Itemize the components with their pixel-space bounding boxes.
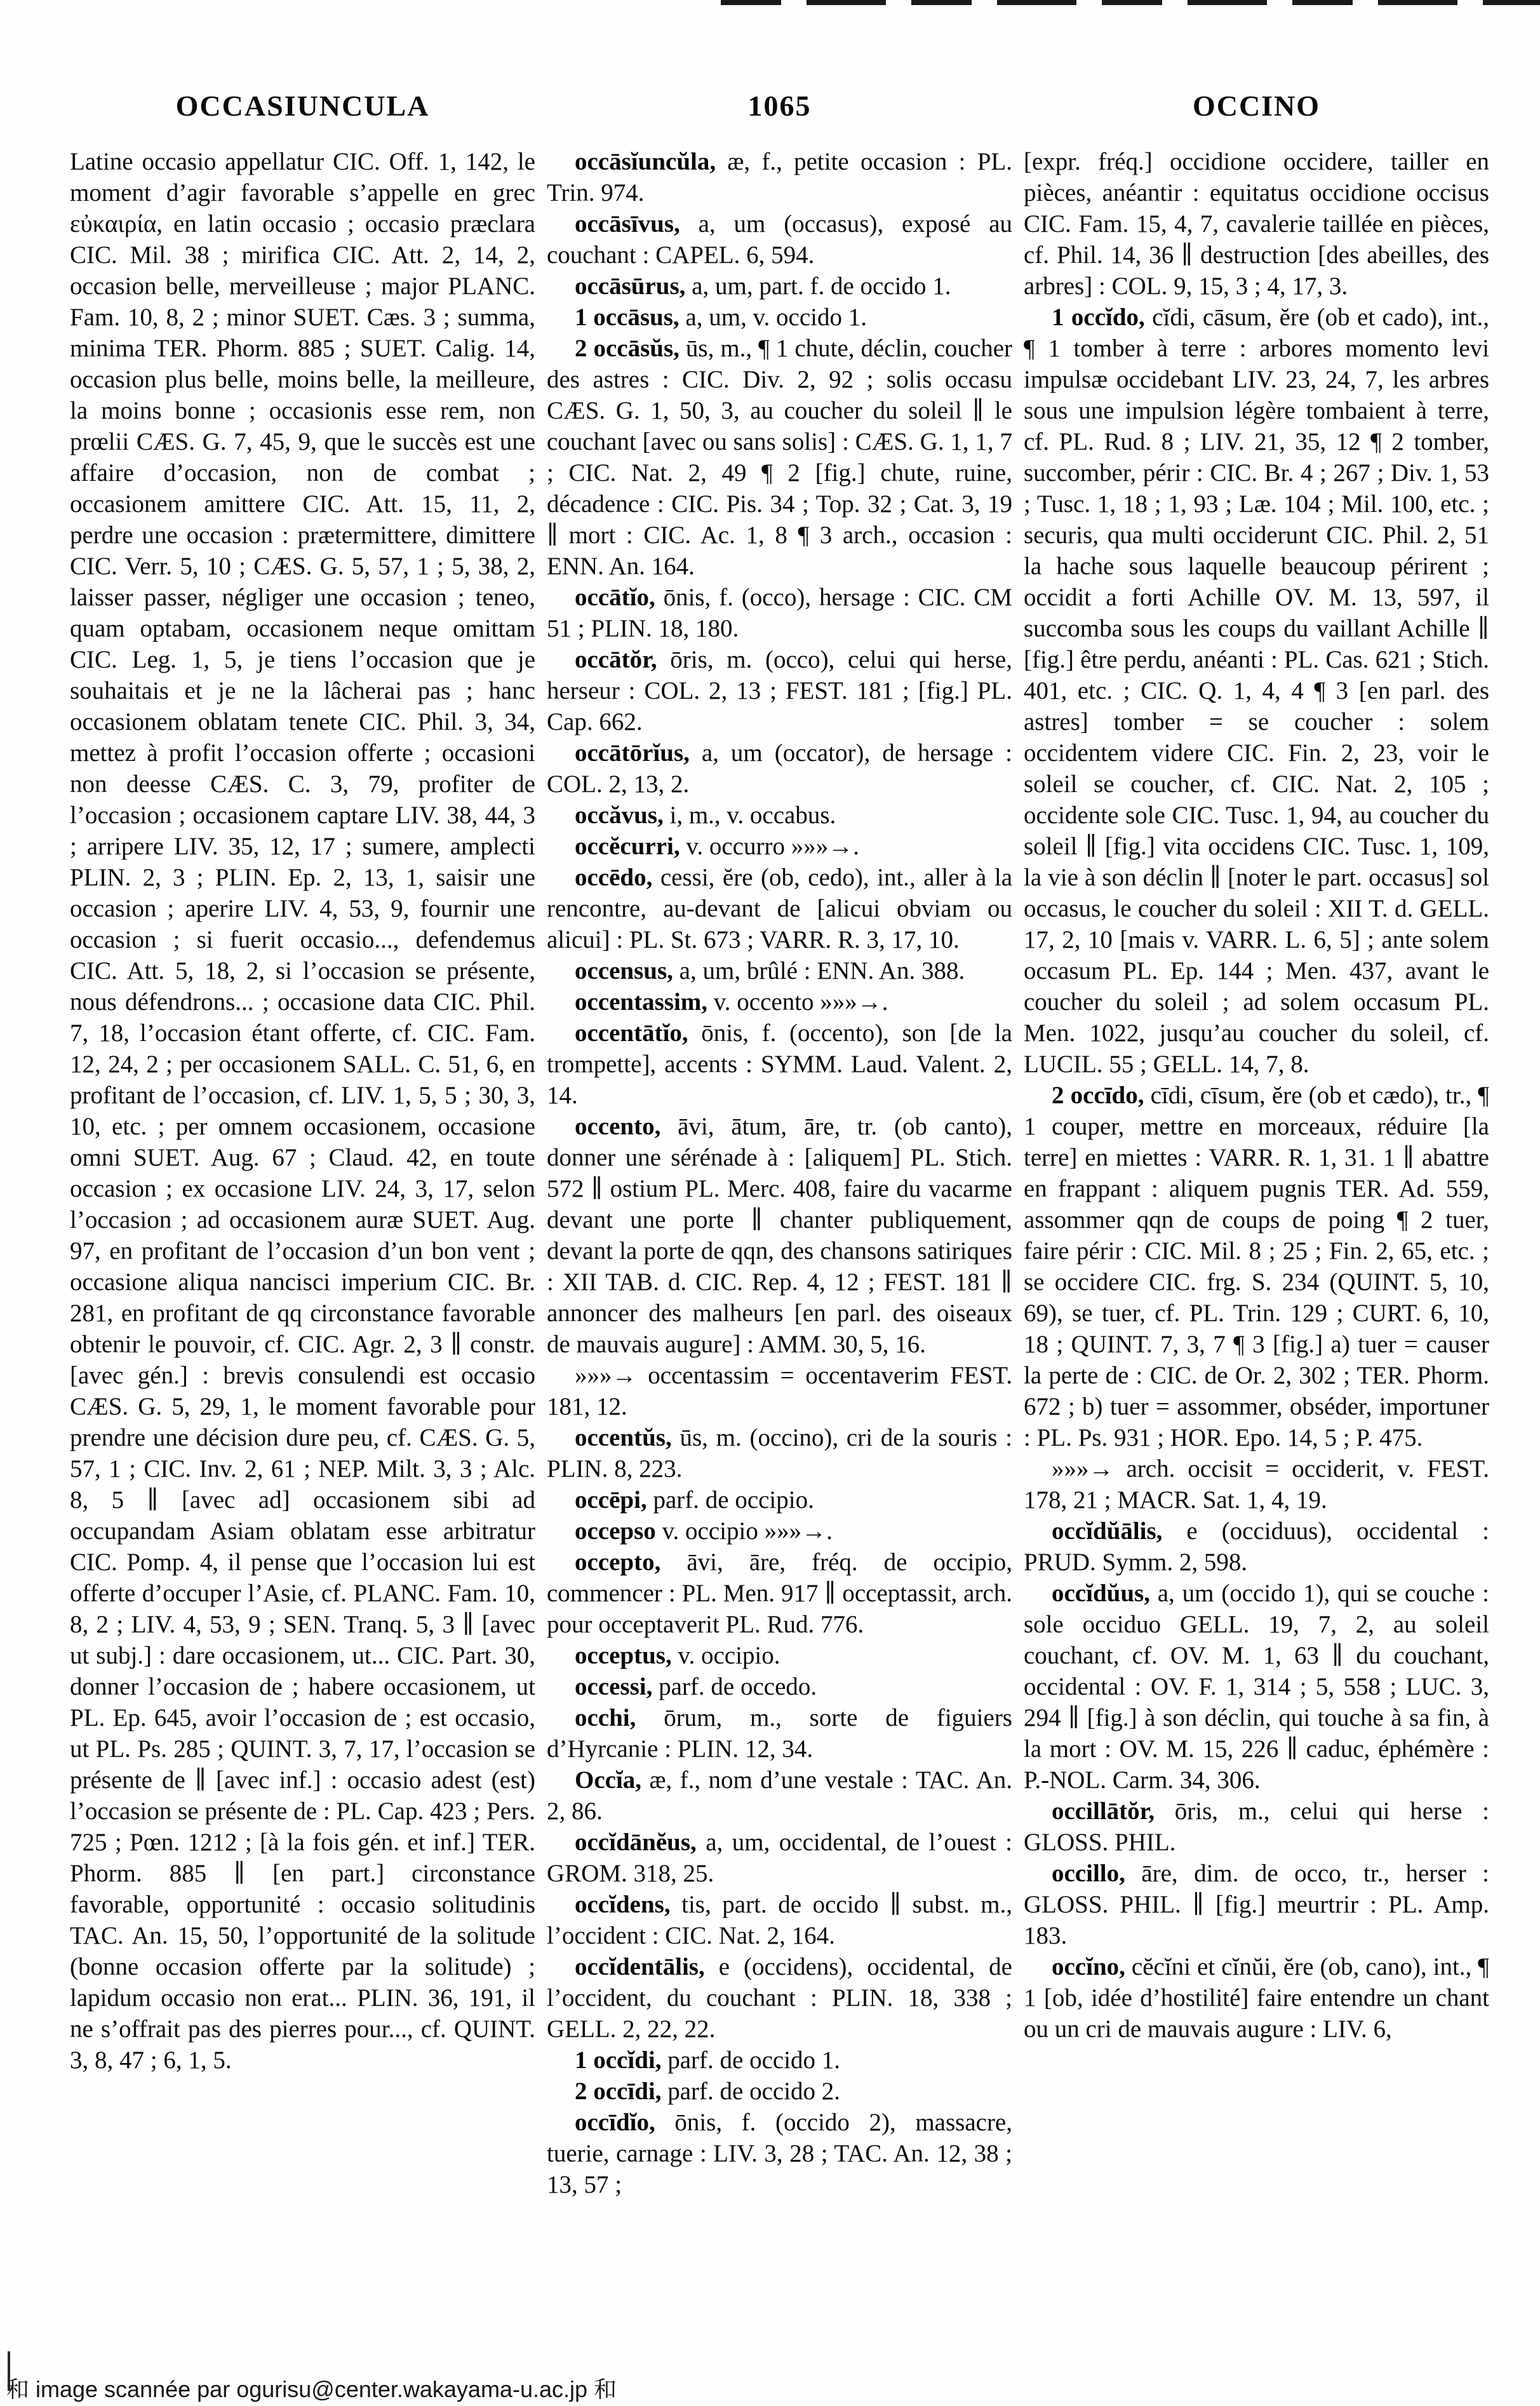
dictionary-entry — [547, 1111, 1012, 1360]
dictionary-entry — [547, 2076, 1012, 2107]
entry-body: v. occurro »»»→. — [686, 833, 859, 860]
dictionary-entry — [547, 1827, 1012, 1889]
dictionary-entry — [70, 146, 535, 2076]
dictionary-entry — [547, 1671, 1012, 1702]
dictionary-entry — [1024, 1796, 1489, 1858]
entry-body: parf. de occido 2. — [667, 2078, 841, 2105]
entry-headword: 2 occīdi, — [575, 2078, 668, 2105]
entry-body: ūs, m. (occino), cri de la souris : PLIN. 8, 223. — [547, 1424, 1012, 1482]
entry-headword: occento, — [575, 1113, 678, 1140]
entry-headword: 2 occāsŭs, — [575, 335, 686, 362]
entry-body: v. occipio »»»→. — [662, 1517, 833, 1545]
scan-artifact-top-edge — [721, 0, 1540, 5]
dictionary-entry — [547, 271, 1012, 302]
column-3 — [1024, 146, 1489, 2353]
entry-body: æ, f., petite occasion : PL. Trin. 974. — [547, 148, 1012, 206]
entry-headword: occentŭs, — [575, 1424, 680, 1451]
entry-headword: occillātŏr, — [1052, 1798, 1175, 1825]
entry-headword: occĭdŭus, — [1052, 1580, 1158, 1607]
entry-headword: occāsūrus, — [575, 272, 692, 300]
page-number: 1065 — [747, 90, 812, 122]
entry-body: cĕcĭni et cĭnŭi, ĕre (ob, cano), int., ¶ 1 [ob, idée d’hostilité] faire entendre un chant ou un cri de mauvais augure : LIV. 6, — [1024, 1953, 1489, 2043]
dictionary-entry — [547, 986, 1012, 1018]
entry-body: ōnis, f. (occento), son [de la trompette], accents : SYMM. Laud. Valent. 2, 14. — [547, 1019, 1012, 1109]
entry-headword: occeptus, — [575, 1642, 678, 1669]
entry-body: a, um, v. occido 1. — [685, 304, 867, 331]
dictionary-entry — [547, 1018, 1012, 1111]
dictionary-entry — [547, 208, 1012, 271]
dictionary-entry — [547, 582, 1012, 644]
entry-body: cīdi, cīsum, ĕre (ob et cædo), tr., ¶ 1 couper, mettre en morceaux, réduire [la terre] en miettes : VARR. R. 1, 31. 1 ∥ abattre en frappant : aliquem pugnis TER. Ad. 559, assommer qqn de coups de poing ¶ 2 tuer, faire périr : CIC. Mil. 8 ; 25 ; Fin. 2, 65, etc. ; se occidere CIC. frg. S. 234 (QUINT. 5, 10, 69), se tuer, cf. PL. Trin. 129 ; CURT. 6, 10, 18 ; QUINT. 7, 3, 7 ¶ 3 [fig.] a) tuer = causer la perte de : CIC. de Or. 2, 302 ; TER. Phorm. 672 ; b) tuer = assommer, obséder, importuner : PL. Ps. 931 ; HOR. Epo. 14, 5 ; P. 475. — [1024, 1082, 1489, 1451]
entry-headword: occepto, — [575, 1549, 687, 1576]
dictionary-entry — [1024, 1858, 1489, 1951]
entry-headword: occentātĭo, — [575, 1019, 702, 1047]
entry-body: cĭdi, cāsum, ĕre (ob et cado), int., ¶ 1 tomber à terre : arbores momento levi impulsæ occidebant LIV. 23, 24, 7, les arbres sous une impulsion légère tombaient à terre, cf. PL. Rud. 8 ; LIV. 21, 35, 12 ¶ 2 tomber, succomber, périr : CIC. Br. 4 ; 267 ; Div. 1, 53 ; Tusc. 1, 18 ; 1, 93 ; Læ. 104 ; Mil. 100, etc. ; securis, qua multi occiderunt CIC. Phil. 2, 51 la hache sous laquelle beaucoup périrent ; occidit a forti Achille OV. M. 13, 597, il succomba sous les coups du vaillant Achille ∥ [fig.] être perdu, anéanti : PL. Cas. 621 ; Stich. 401, etc. ; CIC. Q. 1, 4, 4 ¶ 3 [en parl. des astres] tomber = se coucher : solem occidentem videre CIC. Fin. 2, 23, voir le soleil se coucher, cf. CIC. Nat. 2, 105 ; occidente sole CIC. Tusc. 1, 94, au coucher du soleil ∥ [fig.] vita occidens CIC. Tusc. 1, 109, la vie à son déclin ∥ [noter le part. occasus] sol occasus, le coucher du soleil : XII T. d. GELL. 17, 2, 10 [mais v. VARR. L. 6, 5] ; ante solem occasum PL. Ep. 144 ; Men. 437, avant le coucher du soleil ; ad solem occasum PL. Men. 1022, jusqu’au coucher du soleil, cf. LUCIL. 55 ; GELL. 14, 7, 8. — [1024, 304, 1489, 1078]
entry-body: tis, part. de occido ∥ subst. m., l’occident : CIC. Nat. 2, 164. — [547, 1891, 1012, 1949]
entry-body: Latine occasio appellatur CIC. Off. 1, 142, le moment d’agir favorable s’appelle en grec εὐκαιρία, en latin occasio ; occasio præclara CIC. Mil. 38 ; mirifica CIC. Att. 2, 14, 2, occasion belle, merveilleuse ; major PLANC. Fam. 10, 8, 2 ; minor SUET. Cæs. 3 ; summa, minima TER. Phorm. 885 ; SUET. Calig. 14, occasion plus belle, moins belle, la meilleure, la moins bonne ; occasionis esse rem, non prœlii CÆS. G. 7, 45, 9, que le succès est une affaire d’occasion, non de combat ; occasionem amittere CIC. Att. 15, 11, 2, perdre une occasion : prætermittere, dimittere CIC. Verr. 5, 10 ; CÆS. G. 5, 57, 1 ; 5, 38, 2, laisser passer, négliger une occasion ; teneo, quam optabam, occasionem neque omittam CIC. Leg. 1, 5, je tiens l’occasion que je souhaitais et je ne la lâcherai pas ; hanc occasionem oblatam tenete CIC. Phil. 3, 34, mettez à profit l’occasion offerte ; occasioni non deesse CÆS. C. 3, 79, profiter de l’occasion ; occasionem captare LIV. 38, 44, 3 ; arripere LIV. 35, 12, 17 ; sumere, amplecti PLIN. 2, 3 ; PLIN. Ep. 2, 13, 1, saisir une occasion ; aperire LIV. 4, 53, 9, fournir une occasion ; si fuerit occasio..., defendemus CIC. Att. 5, 18, 2, si l’occasion se présente, nous défendrons... ; occasione data CIC. Phil. 7, 18, l’occasion étant offerte, cf. CIC. Fam. 12, 24, 2 ; per occasionem SALL. C. 51, 6, en profitant de l’occasion, cf. LIV. 1, 5, 5 ; 30, 3, 10, etc. ; per omnem occasionem, occasione omni SUET. Aug. 67 ; Claud. 42, en toute occasion ; ex occasione LIV. 24, 3, 17, selon l’occasion ; ad occasionem auræ SUET. Aug. 97, en profitant de l’occasion d’un bon vent ; occasione aliqua nancisci imperium CIC. Br. 281, en profitant de qq circonstance favorable obtenir le pouvoir, cf. CIC. Agr. 2, 3 ∥ constr. [avec gén.] : brevis consulendi est occasio CÆS. G. 5, 29, 1, le moment favorable pour prendre une décision dure peu, cf. CÆS. G. 5, 57, 1 ; CIC. Inv. 2, 61 ; NEP. Milt. 3, 3 ; Alc. 8, 5 ∥ [avec ad] occasionem sibi ad occupandam Asiam oblatam esse arbitratur CIC. Pomp. 4, il pense que l’occasion lui est offerte d’occuper l’Asie, cf. PLANC. Fam. 10, 8, 2 ; LIV. 4, 53, 9 ; SEN. Tranq. 5, 3 ∥ [avec ut subj.] : dare occasionem, ut... CIC. Part. 30, donner l’occasion de ; habere occasionem, ut PL. Ep. 645, avoir l’occasion de ; est occasio, ut PL. Ps. 285 ; QUINT. 3, 7, 17, l’occasion se présente de ∥ [avec inf.] : occasio adest (est) l’occasion se présente de : PL. Cap. 423 ; Pers. 725 ; Pœn. 1212 ; [à la fois gén. et inf.] TER. Phorm. 885 ∥ [en part.] circonstance favorable, opportunité : occasio solitudinis TAC. An. 15, 50, l’opportunité de la solitude (bonne occasion offerte par la solitude) ; lapidum occasio non erat... PLIN. 36, 191, il ne s’offrait pas des pierres pour..., cf. QUINT. 3, 8, 47 ; 6, 1, 5. — [70, 148, 535, 2074]
entry-body: i, m., v. occabus. — [669, 802, 836, 829]
entry-headword: occentassim, — [575, 988, 714, 1016]
dictionary-entry — [547, 2107, 1012, 2200]
entry-body: a, um, occidental, de l’ouest : GROM. 318, 25. — [547, 1829, 1012, 1887]
entry-headword: occessi, — [575, 1673, 659, 1700]
dictionary-entry — [1024, 1516, 1489, 1578]
dictionary-entry — [547, 800, 1012, 831]
dictionary-entry — [547, 2045, 1012, 2076]
entry-headword: occĭno, — [1052, 1953, 1132, 1980]
entry-headword: occātĭo, — [575, 584, 664, 611]
dictionary-entry — [547, 1516, 1012, 1547]
entry-body: a, um (occasus), exposé au couchant : CAPEL. 6, 594. — [547, 210, 1012, 269]
entry-body: ōris, m., celui qui herse : GLOSS. PHIL. — [1024, 1798, 1489, 1856]
dictionary-entry — [547, 1889, 1012, 1951]
dictionary-entry — [1024, 302, 1489, 1080]
entry-body: a, um (occido 1), qui se couche : sole occiduo GELL. 19, 7, 2, au soleil couchant, cf. OV. M. 1, 63 ∥ du couchant, occidental : OV. F. 1, 314 ; 5, 558 ; LUC. 3, 294 ∥ [fig.] à son déclin, qui touche à sa fin, à la mort : OV. M. 15, 226 ∥ caduc, éphémère : P.-NOL. Carm. 34, 306. — [1024, 1580, 1489, 1794]
entry-headword: occĕcurri, — [575, 833, 686, 860]
dictionary-entry — [547, 1764, 1012, 1827]
entry-headword: 1 occĭdi, — [575, 2046, 668, 2074]
entry-headword: occĭdŭālis, — [1052, 1517, 1187, 1545]
entry-body: a, um, brûlé : ENN. An. 388. — [679, 957, 965, 985]
running-head-left: OCCASIUNCULA — [175, 90, 430, 122]
entry-body: ōnis, f. (occido 2), massacre, tuerie, carnage : LIV. 3, 28 ; TAC. An. 12, 38 ; 13, 57 ; — [547, 2109, 1012, 2198]
dictionary-entry — [547, 1702, 1012, 1764]
dictionary-entry — [547, 737, 1012, 800]
entry-headword: occātōrĭus, — [575, 739, 702, 767]
entry-headword: occātŏr, — [575, 646, 671, 673]
dictionary-entry — [547, 862, 1012, 955]
dictionary-entry — [547, 146, 1012, 208]
entry-headword: 2 occīdo, — [1052, 1082, 1151, 1109]
entry-headword: occĭdens, — [575, 1891, 682, 1918]
entry-body: ōris, m. (occo), celui qui herse, herseur : COL. 2, 13 ; FEST. 181 ; [fig.] PL. Cap. 662. — [547, 646, 1012, 736]
dictionary-entry — [547, 1547, 1012, 1640]
column-2 — [547, 146, 1012, 2353]
entry-body: āvi, āre, fréq. de occipio, commencer : PL. Men. 917 ∥ occeptassit, arch. pour occeptaverit PL. Rud. 776. — [547, 1549, 1012, 1638]
entry-headword: occāsĭuncŭla, — [575, 148, 728, 175]
entry-headword: occāsīvus, — [575, 210, 699, 238]
dictionary-entry — [1024, 1578, 1489, 1796]
entry-body: e (occiduus), occidental : PRUD. Symm. 2, 598. — [1024, 1517, 1489, 1576]
dictionary-entry — [547, 831, 1012, 862]
entry-headword: occĭdentālis, — [575, 1953, 719, 1980]
entry-headword: occăvus, — [575, 802, 670, 829]
entry-body: [expr. fréq.] occidione occidere, tailler en pièces, anéantir : equitatus occidione occisus CIC. Fam. 15, 4, 7, cavalerie taillée en pièces, cf. Phil. 14, 36 ∥ destruction [des abeilles, des arbres] : COL. 9, 15, 3 ; 4, 17, 3. — [1024, 148, 1489, 300]
text-columns — [70, 146, 1489, 2353]
entry-body: āvi, ātum, āre, tr. (ob canto), donner une sérénade à : [aliquem] PL. Stich. 572 ∥ ostium PL. Merc. 408, faire du vacarme devant une porte ∥ chanter publiquement, devant la porte de qqn, des chansons satiriques : XII TAB. d. CIC. Rep. 4, 12 ; FEST. 181 ∥ annoncer des malheurs [en parl. des oiseaux de mauvais augure] : AMM. 30, 5, 16. — [547, 1113, 1012, 1358]
running-header — [70, 89, 1489, 123]
dictionary-entry — [547, 1951, 1012, 2045]
dictionary-entry — [1024, 1951, 1489, 2045]
dictionary-entry — [547, 644, 1012, 737]
entry-headword: Occĭa, — [575, 1766, 650, 1794]
dictionary-entry — [547, 1484, 1012, 1516]
entry-body: ūs, m., ¶ 1 chute, déclin, coucher des astres : CIC. Div. 2, 92 ; solis occasu CÆS. G. 1, 50, 3, au coucher du soleil ∥ le couchant [avec ou sans solis] : CÆS. G. 1, 1, 7 ; CIC. Nat. 2, 49 ¶ 2 [fig.] chute, ruine, décadence : CIC. Pis. 34 ; Top. 32 ; Cat. 3, 19 ∥ mort : CIC. Ac. 1, 8 ¶ 3 arch., occasion : ENN. An. 164. — [547, 335, 1012, 580]
entry-body: parf. de occedo. — [659, 1673, 817, 1700]
entry-body: v. occento »»»→. — [713, 988, 888, 1016]
entry-body: v. occipio. — [678, 1642, 780, 1669]
entry-headword: occēdo, — [575, 864, 660, 891]
column-1 — [70, 146, 535, 2353]
entry-headword: occĭdānĕus, — [575, 1829, 706, 1856]
entry-body: »»»→ occentassim = occentaverim FEST. 181, 12. — [547, 1362, 1012, 1420]
entry-headword: occēpi, — [575, 1486, 653, 1514]
dictionary-entry — [547, 955, 1012, 986]
entry-body: a, um, part. f. de occido 1. — [692, 272, 951, 300]
dictionary-entry — [1024, 146, 1489, 302]
entry-body: āre, dim. de occo, tr., herser : GLOSS. PHIL. ∥ [fig.] meurtrir : PL. Amp. 183. — [1024, 1860, 1489, 1949]
entry-headword: 1 occāsus, — [575, 304, 686, 331]
entry-body: parf. de occipio. — [653, 1486, 814, 1514]
scan-credit: 和 image scannée par ogurisu@center.wakayama-u.ac.jp 和 — [6, 2376, 617, 2402]
running-head-right: OCCINO — [1192, 90, 1321, 122]
dictionary-entry — [1024, 1080, 1489, 1453]
entry-body: ōrum, m., sorte de figuiers d’Hyrcanie : PLIN. 12, 34. — [547, 1704, 1012, 1763]
entry-headword: occillo, — [1052, 1860, 1142, 1887]
dictionary-entry — [547, 1640, 1012, 1671]
entry-body: »»»→ arch. occisit = occiderit, v. FEST. 178, 21 ; MACR. Sat. 1, 4, 19. — [1024, 1455, 1489, 1514]
dictionary-entry — [547, 1360, 1012, 1422]
dictionary-entry — [547, 333, 1012, 582]
entry-headword: occensus, — [575, 957, 680, 985]
entry-body: e (occidens), occidental, de l’occident, du couchant : PLIN. 18, 338 ; GELL. 2, 22, 22. — [547, 1953, 1012, 2043]
entry-body: cessi, ĕre (ob, cedo), int., aller à la rencontre, au-devant de [alicui obviam ou alicui] : PL. St. 673 ; VARR. R. 3, 17, 10. — [547, 864, 1012, 953]
entry-headword: occepso — [575, 1517, 662, 1545]
dictionary-entry — [547, 1422, 1012, 1484]
entry-headword: occīdĭo, — [575, 2109, 675, 2136]
entry-body: ōnis, f. (occo), hersage : CIC. CM 51 ; PLIN. 18, 180. — [547, 584, 1012, 642]
dictionary-entry — [547, 302, 1012, 333]
entry-body: a, um (occator), de hersage : COL. 2, 13, 2. — [547, 739, 1012, 798]
entry-body: æ, f., nom d’une vestale : TAC. An. 2, 86. — [547, 1766, 1012, 1825]
entry-body: parf. de occido 1. — [667, 2046, 841, 2074]
dictionary-entry — [1024, 1453, 1489, 1516]
entry-headword: occhi, — [575, 1704, 664, 1731]
entry-headword: 1 occĭdo, — [1052, 304, 1153, 331]
